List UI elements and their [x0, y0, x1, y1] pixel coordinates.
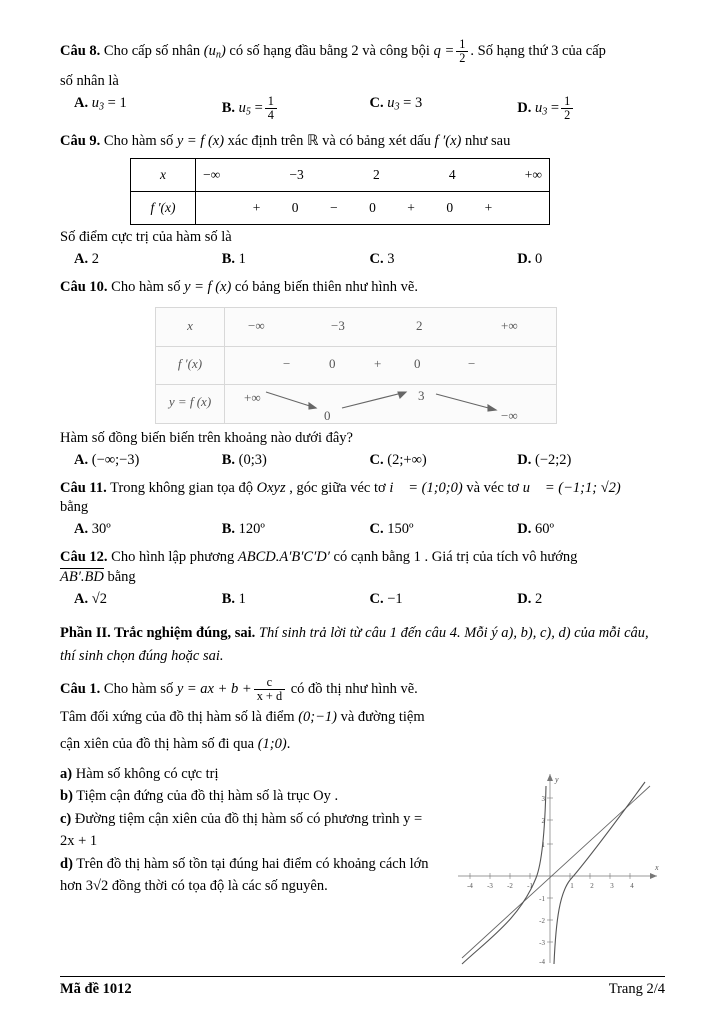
answer-value-a: = 1	[107, 94, 127, 111]
answer-key-b: B.	[221, 251, 236, 268]
p2-q1-text-b: có đồ thị như hình	[290, 681, 397, 697]
part-2-instructions: Thí sinh trả lời từ câu 1 đến câu 4. Mỗi ý a), b), c), d) của mỗi câu, thí sinh chọn đúng hoặc sai.	[60, 624, 649, 664]
table-cell-x-values	[196, 159, 550, 192]
svg-text:-4: -4	[539, 958, 545, 966]
answer-key-c: C.	[369, 451, 384, 468]
svg-text:2: 2	[590, 882, 594, 890]
answer-key-d: D.	[517, 251, 532, 268]
fraction-numerator: 1	[459, 37, 466, 51]
sign-5: 0	[446, 200, 454, 216]
answer-option-c[interactable]	[370, 251, 518, 268]
question-12	[60, 546, 665, 568]
answer-key-b: B.	[221, 521, 236, 538]
question-10-text-a: Cho hàm số	[111, 279, 181, 296]
footer-exam-code: Mã đề 1012	[60, 981, 132, 997]
answer-key-a: A.	[74, 94, 89, 111]
p2-q1-text-e: đường tiệm cận xiên của đồ thị hàm số đi qua	[60, 708, 425, 753]
answer-option-c[interactable]	[370, 521, 518, 538]
item-text-c: Đường tiệm cận xiên của đồ thị hàm số có phương trình y = 2x + 1	[60, 810, 423, 850]
svg-text:-4: -4	[467, 882, 473, 890]
answer-key-c: C.	[369, 94, 384, 111]
bbt-arrows	[156, 308, 556, 423]
answer-key-d: D.	[517, 99, 532, 116]
item-key-c: c)	[60, 810, 72, 827]
fraction-numerator: 1	[564, 93, 571, 108]
sign-1: 0	[291, 200, 299, 216]
answer-d-fraction	[561, 95, 573, 122]
bbt-y-value-2: 3	[418, 387, 425, 403]
question-9-text-d: như sau	[465, 132, 511, 149]
question-8-text-d: số nhân là	[60, 72, 119, 89]
question-12-text-b: có cạnh bằng 1 . Giá trị của tích vô hướng	[333, 549, 578, 566]
part-2-heading	[60, 622, 665, 668]
answer-key-d: D.	[517, 521, 532, 538]
answer-value-c: = 3	[403, 94, 423, 111]
function-graph	[450, 768, 665, 968]
p2-q1-fraction	[254, 676, 285, 703]
question-9-real-set: ℝ	[307, 132, 319, 149]
graph-x-tick-labels	[467, 882, 634, 890]
answer-option-c[interactable]: C. $u_3 = 3$	[369, 94, 423, 113]
question-9	[60, 130, 665, 152]
answer-key-a: A.	[74, 251, 89, 268]
svg-text:3: 3	[541, 795, 545, 803]
svg-text:-3: -3	[487, 882, 493, 890]
answer-value-b: 1	[238, 251, 246, 268]
p2-q1-text-a: Cho hàm số	[103, 681, 174, 697]
answer-value-d: 0	[534, 251, 543, 268]
svg-text:1: 1	[541, 841, 545, 849]
question-11-text-d: bằng	[60, 499, 89, 516]
answer-value-a: 30º	[91, 521, 111, 538]
svg-text:-2: -2	[539, 917, 545, 925]
question-12-text-a: Cho hình lập phương	[111, 549, 235, 566]
item-text-a: Hàm số không có cực trị	[75, 765, 219, 782]
x-value-0: −∞	[203, 167, 221, 183]
sign-2: −	[330, 200, 338, 216]
answer-value-c: 150º	[387, 521, 414, 538]
item-text-b: Tiệm cận đứng của đồ thị hàm số là trục Oy .	[76, 788, 339, 805]
question-11	[60, 477, 665, 499]
fraction-denominator: x + d	[254, 689, 285, 703]
fraction-denominator: 2	[561, 108, 573, 122]
answer-option-b[interactable]	[222, 591, 370, 608]
answer-key-d: D.	[517, 590, 532, 607]
graph-svg	[450, 768, 665, 968]
bbt-y-label: y = f (x)	[168, 393, 212, 409]
fraction-numerator: 1	[267, 93, 274, 108]
svg-text:-1: -1	[527, 882, 533, 890]
answer-key-c: C.	[369, 521, 384, 538]
x-value-4: +∞	[524, 167, 542, 183]
sign-0: +	[252, 200, 261, 216]
answer-option-d[interactable]	[517, 452, 665, 469]
graph-y-label: y	[555, 775, 559, 784]
question-9-function: y = f (x)	[176, 132, 225, 149]
answer-value-c: −1	[387, 590, 403, 607]
question-10-answers	[60, 452, 665, 469]
answer-option-a[interactable]	[60, 591, 222, 608]
question-9-text-a: Cho hàm số	[103, 132, 174, 149]
table-row	[131, 159, 550, 192]
question-8	[60, 38, 665, 65]
table-row	[131, 192, 550, 225]
question-12-text-c: bằng	[107, 568, 136, 585]
answer-key-a: A.	[74, 521, 89, 538]
variation-table-q10	[155, 307, 557, 424]
sign-4: +	[407, 200, 415, 216]
question-8-text-a: Cho cấp số nhân	[103, 42, 201, 59]
p2-q1-item-a[interactable]	[60, 763, 435, 785]
answer-value-d: (−2;2)	[534, 451, 572, 468]
question-8-sequence: $(u_n)$	[203, 42, 226, 61]
answer-key-b: B.	[221, 99, 236, 116]
answer-value-a: (−∞;−3)	[91, 451, 140, 468]
question-11-text-c: và véc tơ	[466, 479, 520, 496]
svg-text:-3: -3	[539, 939, 545, 947]
x-value-1: −3	[289, 167, 304, 183]
table-cell-x-label: x	[131, 159, 196, 192]
fraction-denominator: 2	[456, 51, 468, 65]
p2-q1-item-d[interactable]	[60, 853, 435, 898]
answer-value-b: 120º	[238, 521, 265, 538]
p2-q1-item-b[interactable]	[60, 785, 435, 807]
svg-text:4: 4	[630, 882, 634, 890]
answer-key-c: C.	[369, 251, 384, 268]
question-10-label: Câu 10.	[60, 279, 108, 296]
answer-value-c: (2;+∞)	[387, 451, 427, 468]
question-11-vector-i: i⃗ = (1;0;0)	[389, 479, 463, 496]
question-9-text-c: và có bảng xét dấu	[322, 132, 431, 149]
bbt-sign-0: −	[283, 355, 291, 371]
question-11-oxyz: Oxyz	[256, 479, 286, 496]
bbt-sign-1: 0	[329, 355, 336, 371]
item-text-d: Trên đồ thị hàm số tồn tại đúng hai điểm có khoảng cách lớn hơn 3√2 đồng thời có tọa độ là các số nguyên.	[60, 855, 429, 894]
sign-table-q9	[130, 158, 550, 225]
bbt-y-value-0: +∞	[244, 389, 261, 405]
footer-divider	[60, 976, 665, 977]
x-value-3: 4	[448, 167, 456, 183]
bbt-x-value-2: 2	[416, 317, 423, 333]
part-2-title: Phần II. Trắc nghiệm đúng, sai.	[60, 624, 256, 641]
answer-option-b[interactable]: B. $u_5$ = $\frac{1}{4}$	[222, 95, 370, 122]
p2-q1-text-f: .	[286, 736, 291, 753]
question-10-function: y = f (x)	[184, 279, 232, 296]
answer-option-d[interactable]	[517, 591, 665, 608]
answer-option-b[interactable]	[222, 452, 370, 469]
bbt-x-value-0: −∞	[248, 317, 265, 333]
question-11-text-b: , góc giữa véc tơ	[289, 479, 386, 496]
table-cell-fprime-label: f ′(x)	[131, 192, 196, 225]
x-axis-arrow	[650, 873, 657, 879]
answer-option-b[interactable]	[222, 521, 370, 538]
item-key-a: a)	[60, 765, 73, 782]
question-11-label: Câu 11.	[60, 479, 107, 496]
question-11-text-a: Trong không gian tọa độ	[110, 479, 253, 496]
question-8-answers	[60, 95, 665, 122]
question-8-q-fraction	[456, 38, 468, 65]
answer-value-b: 1	[238, 590, 246, 607]
question-11-vector-u: u⃗ = (−1;1; √2)	[522, 479, 621, 496]
question-9-answers	[60, 251, 665, 268]
bbt-x-value-3: +∞	[501, 317, 518, 333]
bbt-sign-3: 0	[414, 355, 421, 371]
p2-q1-text-c: vẽ. Tâm đối xứng của đồ thị hàm số là điểm	[60, 681, 418, 725]
answer-value-b: (0;3)	[238, 451, 267, 468]
svg-text:-2: -2	[507, 882, 513, 890]
curve-left-branch	[462, 786, 546, 964]
question-8-q-eq: q =	[433, 42, 455, 59]
page-footer	[60, 976, 665, 998]
answer-option-a[interactable]	[60, 452, 222, 469]
answer-key-b: B.	[221, 451, 236, 468]
bbt-fprime-label: f ′(x)	[177, 355, 203, 371]
bbt-sign-2: +	[374, 355, 382, 371]
answer-key-c: C.	[369, 590, 384, 607]
question-8-text-c: . Số hạng thứ 3 của cấp	[470, 42, 606, 59]
answer-b-fraction	[265, 95, 277, 122]
question-9-fprime: f ′(x)	[434, 132, 462, 149]
answer-value-d: 2	[534, 590, 543, 607]
sign-6: +	[484, 200, 493, 216]
answer-option-d[interactable]: D. $u_3$ = $\frac{1}{2}$	[517, 95, 665, 122]
footer-page-number: Trang 2/4	[608, 981, 665, 997]
answer-value-a: √2	[91, 590, 107, 607]
bbt-y-value-1: 0	[324, 407, 331, 423]
question-12-answers	[60, 591, 665, 608]
curve-right-branch	[554, 782, 645, 964]
svg-text:3: 3	[610, 882, 614, 890]
answer-key-a: A.	[74, 451, 89, 468]
question-12-dot-product: AB′.BD	[60, 568, 104, 585]
answer-key-d: D.	[517, 451, 532, 468]
question-9-prompt: Số điểm cực trị của hàm số là	[60, 229, 232, 246]
question-8-text-b: có số hạng đầu bằng 2 và công bội	[229, 42, 430, 59]
answer-key-a: A.	[74, 590, 89, 607]
answer-option-b[interactable]	[222, 251, 370, 268]
svg-text:2: 2	[541, 817, 545, 825]
question-10	[60, 276, 665, 298]
table-cell-sign-values	[196, 192, 550, 225]
bbt-x-value-1: −3	[331, 317, 345, 333]
bbt-sign-4: −	[468, 355, 476, 371]
sign-3: 0	[369, 200, 376, 216]
x-value-2: 2	[372, 167, 380, 183]
answer-value-c: 3	[387, 251, 395, 268]
answer-option-a[interactable]	[60, 251, 222, 268]
p2-q1-function: y = ax + b +	[176, 681, 252, 697]
question-11-answers	[60, 521, 665, 538]
item-key-b: b)	[60, 788, 73, 805]
answer-option-c[interactable]	[370, 591, 518, 608]
question-9-label: Câu 9.	[60, 132, 101, 149]
question-8-label: Câu 8.	[60, 42, 101, 59]
p2-q1-point-1: (0;−1)	[298, 708, 337, 725]
p2-q1-point-2: (1;0)	[257, 736, 287, 753]
answer-key-b: B.	[221, 590, 236, 607]
graph-x-label: x	[655, 863, 659, 872]
question-10-text-b: có bảng biến thiên như hình vẽ.	[234, 279, 418, 296]
answer-value-d: 60º	[534, 521, 554, 538]
svg-text:-1: -1	[539, 895, 545, 903]
fraction-numerator: c	[266, 675, 273, 690]
answer-option-a[interactable]	[60, 521, 222, 538]
question-10-prompt: Hàm số đồng biến biến trên khoảng nào dưới đây?	[60, 429, 353, 446]
item-key-d: d)	[60, 855, 73, 872]
answer-value-a: 2	[91, 251, 99, 268]
question-9-text-b: xác định trên	[227, 132, 304, 149]
answer-option-a[interactable]: A. $u_3 = 1$	[74, 94, 127, 113]
p2-q1-text-d: và	[340, 708, 355, 725]
answer-option-d[interactable]	[517, 251, 665, 268]
fraction-denominator: 4	[265, 108, 277, 122]
bbt-x-label: x	[187, 317, 193, 333]
p2-q1-item-c[interactable]	[60, 808, 435, 853]
p2-q1-label: Câu 1.	[60, 681, 101, 697]
svg-text:1: 1	[570, 882, 574, 890]
answer-option-c[interactable]	[370, 452, 518, 469]
question-12-cube: ABCD.A′B′C′D′	[237, 549, 330, 566]
bbt-y-value-3: −∞	[501, 407, 518, 423]
answer-option-d[interactable]	[517, 521, 665, 538]
question-12-label: Câu 12.	[60, 549, 108, 566]
exam-page	[60, 30, 665, 994]
y-axis-arrow	[547, 774, 553, 781]
